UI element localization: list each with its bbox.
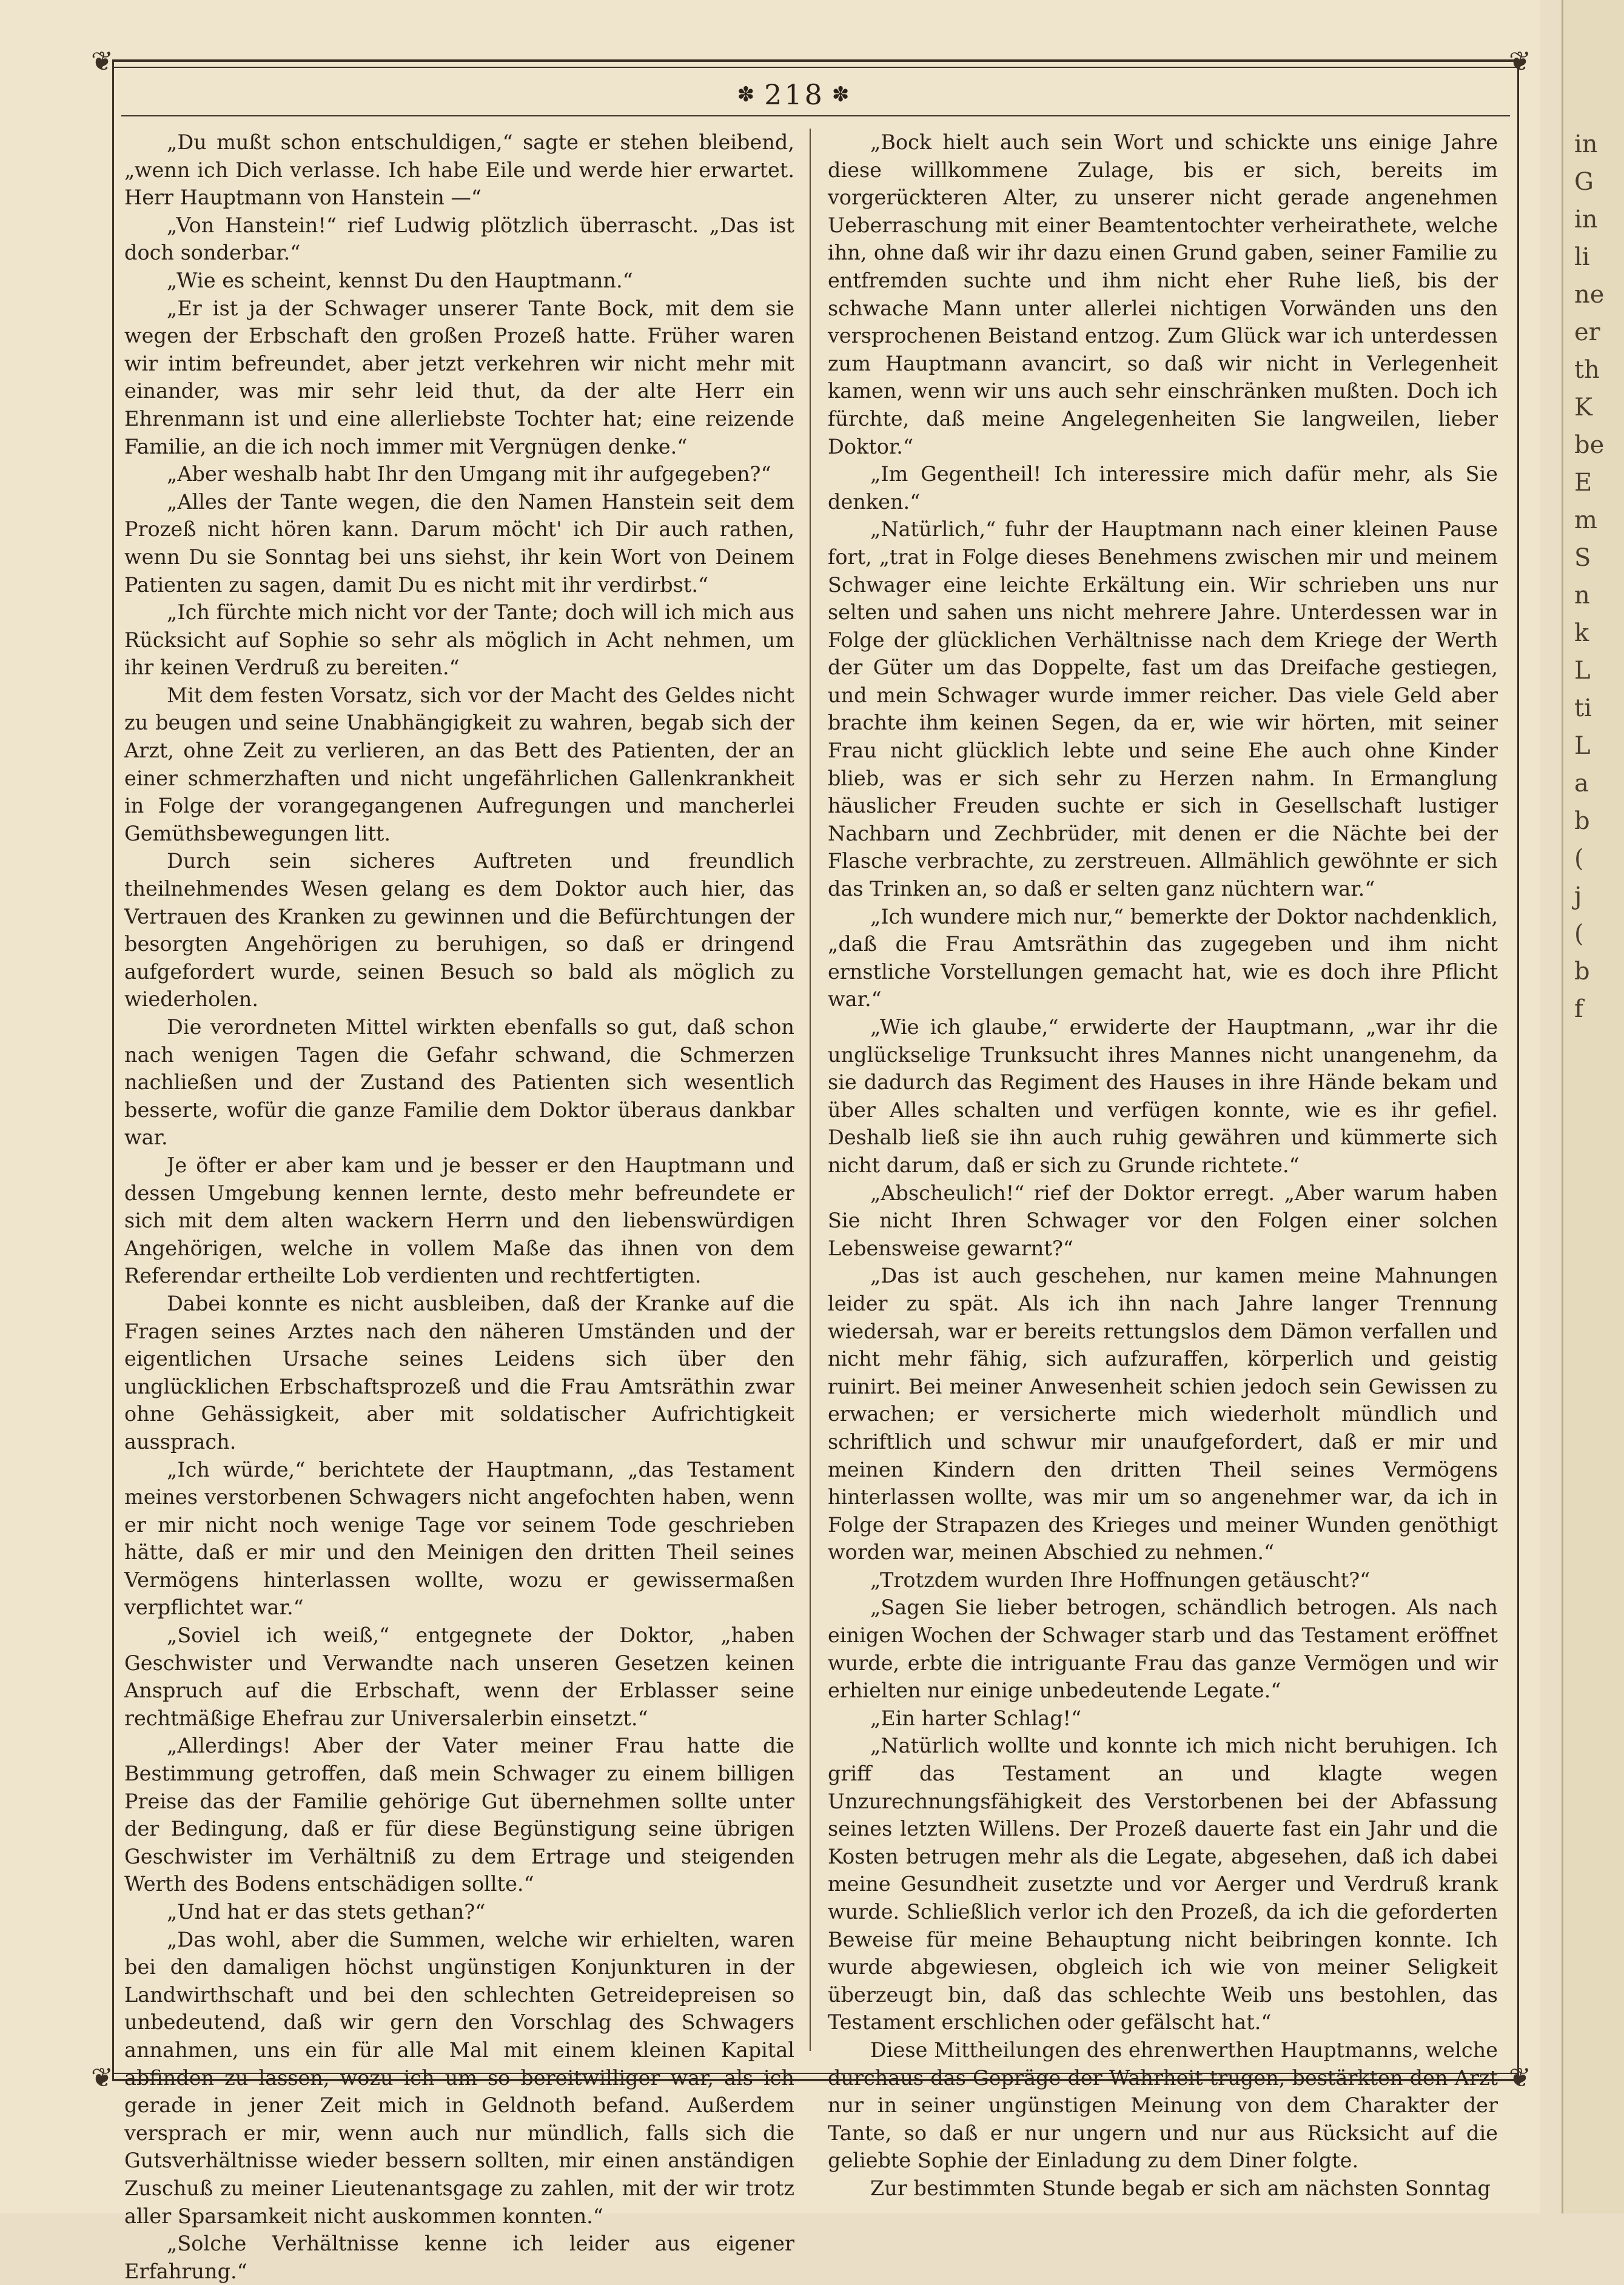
paragraph: „Er ist ja der Schwager unserer Tante Bock, mit dem sie wegen der Erbschaft den großen Prozeß hatte. Früher waren wir intim befreundet, aber jetzt verkehren wir nicht mehr mit einander, was mir sehr leid thut, da der alte Herr ein Ehrenmann ist und eine allerliebste Tochter hat; eine reizende Familie, an die ich noch immer mit Vergnügen denke.“ [124, 296, 794, 458]
adjacent-page-edge [1562, 0, 1624, 2213]
right-rule [1517, 59, 1519, 2079]
adjacent-page-fragment: li [1574, 243, 1590, 271]
adjacent-page-fragment: G [1574, 168, 1594, 196]
adjacent-page-fragment: f [1574, 995, 1583, 1023]
corner-ornament-bottom-right: ❦ [1509, 2062, 1531, 2093]
paragraph: „Ich würde,“ berichtete der Hauptmann, „das Testament meines verstorbenen Schwagers nicht angefochten haben, wenn er mir nicht noch wenige Tage vor seinem Tode geschrieben hätte, daß er mir und den Meinigen den dritten Theil seines Vermögens hinterlassen wollte, wozu er gewissermaßen verpflichtet war.“ [124, 1457, 794, 1620]
corner-ornament-top-left: ❦ [91, 46, 113, 77]
paragraph: „Von Hanstein!“ rief Ludwig plötzlich überrascht. „Das ist doch sonderbar.“ [124, 213, 794, 265]
paragraph: „Ein harter Schlag!“ [870, 1706, 1082, 1730]
adjacent-page-fragment: er [1574, 318, 1600, 346]
adjacent-page-fragment: K [1574, 394, 1592, 421]
paragraph: „Sagen Sie lieber betrogen, schändlich betrogen. Als nach einigen Wochen der Schwager starb und das Testament eröffnet wurde, erbte die intriguante Frau das ganze Vermögen und wir erhielten nur einige unbedeutende Legate.“ [828, 1595, 1498, 1703]
paragraph: „Bock hielt auch sein Wort und schickte uns einige Jahre diese willkommene Zulage, bis er sich, bereits im vorgerückteren Alter, zu unserer nicht gerade angenehmen Ueberraschung mit einer Beamtentochter verheirathete, welche ihn, ohne daß wir ihr dazu einen Grund gaben, seiner Familie zu entfremden suchte und ihm nicht eher Ruhe ließ, bis der schwache Mann unter allerlei nichtigen Vorwänden uns den versprochenen Beistand entzog. Zum Glück war ich unterdessen zum Hauptmann avancirt, so daß wir nicht in Verlegenheit kamen, wenn wir uns auch sehr einschränken mußten. Doch ich fürchte, daß meine Angelegenheiten Sie langweilen, lieber Doktor.“ [828, 130, 1498, 458]
paragraph: „Ich fürchte mich nicht vor der Tante; doch will ich mich aus Rücksicht auf Sophie so sehr als möglich in Acht nehmen, um ihr keinen Verdruß zu bereiten.“ [124, 600, 794, 680]
column-divider [810, 129, 811, 2051]
adjacent-page-fragment: th [1574, 356, 1600, 384]
paragraph: „Das wohl, aber die Summen, welche wir erhielten, waren bei den damaligen höchst ungünstigen Konjunkturen in der Landwirthschaft und bei den schlechten Getreidepreisen so unbedeutend, daß wir gern den Vorschlag des Schwagers annahmen, uns ein für alle Mal mit einem kleinen Kapital abfinden zu lassen, wozu ich um so bereitwilliger war, als ich gerade in jener Zeit mich in Geldnoth befand. Außerdem versprach er mir, wenn auch nur mündlich, falls sich die Gutsverhältnisse wieder bessern sollten, mir einen anständigen Zuschuß zu meiner Lieutenantsgage zu zahlen, mit der wir trotz aller Sparsamkeit nicht auskommen konnten.“ [124, 1927, 794, 2228]
paragraph: „Natürlich,“ fuhr der Hauptmann nach einer kleinen Pause fort, „trat in Folge dieses Benehmens zwischen mir und meinem Schwager eine leichte Erkältung ein. Wir schrieben uns nur selten und sahen uns nicht mehrere Jahre. Unterdessen war in Folge der glücklichen Verhältnisse nach dem Kriege der Werth der Güter um das Doppelte, fast um das Dreifache gestiegen, und mein Schwager wurde immer reicher. Das viele Geld aber brachte ihm keinen Segen, da er, wie wir hörten, mit seiner Frau nicht glücklich lebte und seine Ehe auch ohne Kinder blieb, was er sich sehr zu Herzen nahm. In Ermanglung häuslicher Freuden suchte er sich in Gesellschaft lustiger Nachbarn und Zechbrüder, mit denen er die Nächte bei der Flasche verbrachte, zu zerstreuen. Allmählich gewöhnte er sich das Trinken an, so daß er selten ganz nüchtern war.“ [828, 517, 1498, 901]
paragraph: „Wie ich glaube,“ erwiderte der Hauptmann, „war ihr die unglückselige Trunksucht ihres Mannes nicht unangenehm, da sie dadurch das Regiment des Hauses in ihre Hände bekam und über Alles schalten und verfügen konnte, wie es ihr gefiel. Deshalb ließ sie ihn auch ruhig gewähren und kümmerte sich nicht darum, daß er sich zu Grunde richtete.“ [828, 1015, 1498, 1177]
adjacent-page-fragment: ( [1574, 845, 1584, 873]
paragraph: „Und hat er das stets gethan?“ [167, 1900, 486, 1924]
paragraph: Durch sein sicheres Auftreten und freundlich theilnehmendes Wesen gelang es dem Doktor auch hier, das Vertrauen des Kranken zu gewinnen und die Befürchtungen der besorgten Angehörigen zu beruhigen, so daß er dringend aufgefordert wurde, seinen Besuch so bald als möglich zu wiederholen. [124, 849, 794, 1012]
text-column-left [124, 129, 794, 2283]
adjacent-page-fragment: j [1574, 882, 1582, 910]
text-column-right [828, 129, 1498, 2200]
adjacent-page-fragment: L [1574, 657, 1591, 685]
paragraph: „Allerdings! Aber der Vater meiner Frau hatte die Bestimmung getroffen, daß mein Schwager zu einem billigen Preise das der Familie gehörige Gut übernehmen sollte unter der Bedingung, daß er für diese Begünstigung seine übrigen Geschwister im Verhältniß zu dem Ertrage und steigenden Werth des Bodens entschädigen sollte.“ [124, 1734, 794, 1896]
adjacent-page-fragment: in [1574, 130, 1598, 158]
page-header [703, 76, 885, 113]
paragraph: „Du mußt schon entschuldigen,“ sagte er stehen bleibend, „wenn ich Dich verlasse. Ich habe Eile und werde hier erwartet. Herr Hauptmann von Hanstein —“ [124, 130, 794, 210]
paragraph: „Solche Verhältnisse kenne ich leider aus eigener Erfahrung.“ [124, 2232, 794, 2283]
header-ornament-right: ✽ [831, 82, 852, 107]
adjacent-page-fragment: in [1574, 206, 1598, 233]
header-ornament-left: ✽ [737, 82, 757, 107]
adjacent-page-fragment: a [1574, 770, 1589, 797]
corner-ornament-bottom-left: ❦ [91, 2062, 113, 2093]
paragraph: „Trotzdem wurden Ihre Hoffnungen getäuscht?“ [870, 1568, 1371, 1592]
adjacent-page-fragment: k [1574, 619, 1589, 647]
header-rule [121, 115, 1510, 116]
adjacent-page-fragment: ne [1574, 281, 1605, 309]
adjacent-page-fragment: be [1574, 431, 1605, 459]
paragraph: „Wie es scheint, kennst Du den Hauptmann.“ [167, 268, 633, 292]
adjacent-page-fragment: S [1574, 544, 1591, 572]
adjacent-page-fragment: L [1574, 732, 1591, 760]
paragraph: „Abscheulich!“ rief der Doktor erregt. „Aber warum haben Sie nicht Ihren Schwager vor den Folgen einer solchen Lebensweise gewarnt?“ [828, 1181, 1498, 1260]
paragraph: Mit dem festen Vorsatz, sich vor der Macht des Geldes nicht zu beugen und seine Unabhängigkeit zu wahren, begab sich der Arzt, ohne Zeit zu verlieren, an das Bett des Patienten, der an einer schmerzhaften und nicht ungefährlichen Gallenkrankheit in Folge der vorangegangenen Aufregungen und mancherlei Gemüthsbewegungen litt. [124, 683, 794, 845]
paragraph: „Das ist auch geschehen, nur kamen meine Mahnungen leider zu spät. Als ich ihn nach Jahre langer Trennung wiedersah, war er bereits rettungslos dem Dämon verfallen und nicht mehr fähig, sich aufzuraffen, körperlich und geistig ruinirt. Bei meiner Anwesenheit schien jedoch sein Gewissen zu erwachen; er versicherte mich wiederholt mündlich und schriftlich und schwur mir unaufgefordert, daß er mir und meinen Kindern den dritten Theil seines Vermögens hinterlassen wollte, was mir um so angenehmer war, da ich in Folge der Strapazen des Krieges und meiner Wunden genöthigt worden war, meinen Abschied zu nehmen.“ [828, 1264, 1498, 1565]
paragraph: Die verordneten Mittel wirkten ebenfalls so gut, daß schon nach wenigen Tagen die Gefahr schwand, die Schmerzen nachließen und der Zustand des Patienten sich wesentlich besserte, wofür die ganze Familie dem Doktor überaus dankbar war. [124, 1015, 794, 1150]
paragraph: „Natürlich wollte und konnte ich mich nicht beruhigen. Ich griff das Testament an und klagte wegen Unzurechnungsfähigkeit des Verstorbenen bei der Abfassung seines letzten Willens. Der Prozeß dauerte fast ein Jahr und die Kosten betrugen mehr als die Legate, abgesehen, daß ich dabei meine Gesundheit zusetzte und vor Aerger und Verdruß krank wurde. Schließlich verlor ich den Prozeß, da ich die geforderten Beweise für meine Behauptung nicht beibringen konnte. Ich wurde abgewiesen, obgleich ich wie von meiner Seligkeit überzeugt bin, daß das schlechte Weib uns bestohlen, das Testament erschlichen oder gefälscht hat.“ [828, 1734, 1498, 2035]
adjacent-page-fragment: b [1574, 958, 1590, 985]
adjacent-page-fragment: ti [1574, 694, 1592, 722]
page-number: 218 [764, 78, 825, 111]
adjacent-page-fragment: b [1574, 807, 1590, 835]
left-rule [112, 59, 114, 2079]
paragraph: „Im Gegentheil! Ich interessire mich dafür mehr, als Sie denken.“ [828, 462, 1498, 514]
paragraph: Dabei konnte es nicht ausbleiben, daß der Kranke auf die Fragen seines Arztes nach den näheren Umständen und der eigentlichen Ursache seines Leidens sich über den unglücklichen Erbschaftsprozeß und die Frau Amtsräthin zwar ohne Gehässigkeit, aber mit soldatischer Aufrichtigkeit aussprach. [124, 1291, 794, 1454]
paragraph: „Ich wundere mich nur,“ bemerkte der Doktor nachdenklich, „daß die Frau Amtsräthin das zugegeben und ihm nicht ernstliche Vorstellungen gemacht hat, wie es doch ihre Pflicht war.“ [828, 904, 1498, 1012]
corner-ornament-top-right: ❦ [1509, 46, 1531, 77]
paragraph: Je öfter er aber kam und je besser er den Hauptmann und dessen Umgebung kennen lernte, desto mehr befreundete er sich mit dem alten wackern Herrn und den liebenswürdigen Angehörigen, welche in vollem Maße das ihnen von dem Referendar ertheilte Lob verdienten und rechtfertigten. [124, 1153, 794, 1288]
paragraph: Diese Mittheilungen des ehrenwerthen Hauptmanns, welche durchaus das Gepräge der Wahrheit trugen, bestärkten den Arzt nur in seiner ungünstigen Meinung von dem Charakter der Tante, so daß er nur ungern und nur aus Rücksicht auf die geliebte Sophie der Einladung zu dem Diner folgte. [828, 2038, 1498, 2173]
top-rule-outer [112, 59, 1519, 62]
adjacent-page-fragment: ( [1574, 920, 1584, 948]
adjacent-page-fragment: m [1574, 506, 1597, 534]
paragraph: „Soviel ich weiß,“ entgegnete der Doktor, „haben Geschwister und Verwandte nach unseren Gesetzen keinen Anspruch auf die Erbschaft, wenn der Erblasser seine rechtmäßige Ehefrau zur Universalerbin einsetzt.“ [124, 1623, 794, 1730]
paragraph: „Aber weshalb habt Ihr den Umgang mit ihr aufgegeben?“ [167, 462, 771, 486]
adjacent-page-fragment: n [1574, 582, 1590, 609]
paragraph: Zur bestimmten Stunde begab er sich am nächsten Sonntag [870, 2176, 1491, 2200]
top-rule-inner [112, 67, 1519, 68]
paragraph: „Alles der Tante wegen, die den Namen Hanstein seit dem Prozeß nicht hören kann. Darum möcht' ich Dir auch rathen, wenn Du sie Sonntag bei uns siehst, ihr kein Wort von Deinem Patienten zu sagen, damit Du es nicht mit ihr verdirbst.“ [124, 489, 794, 597]
adjacent-page-fragment: E [1574, 469, 1592, 497]
